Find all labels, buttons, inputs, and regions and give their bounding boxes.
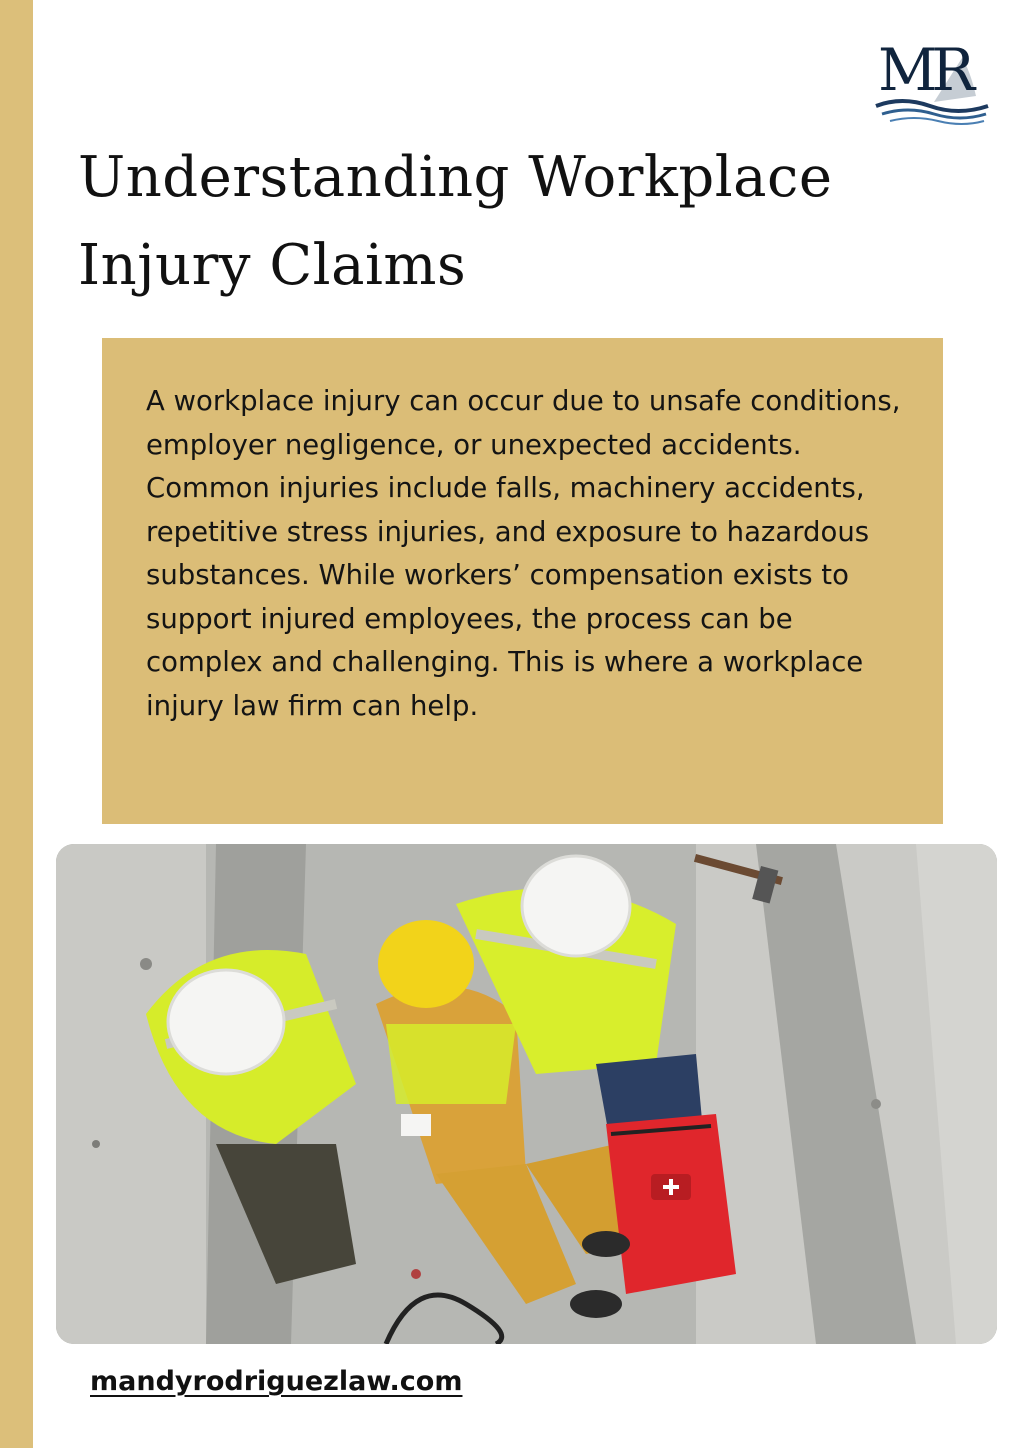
injured-worker-photo bbox=[56, 844, 997, 1344]
firm-logo bbox=[872, 30, 992, 126]
page-title: Understanding Workplace Injury Claims bbox=[78, 145, 833, 298]
accent-side-bar bbox=[0, 0, 33, 1448]
wave-logo-icon bbox=[872, 30, 992, 126]
info-paragraph: A workplace injury can occur due to unsafe conditions, employer negligence, or unexpected accidents. Common injuries include falls, machinery accidents, repetitive stress injuries, and exposure to hazardous substances. While workers’ compensation exists to support injured employees, the process can be complex and challenging. This is where a workplace injury law firm can help. bbox=[146, 385, 901, 722]
info-box bbox=[102, 338, 943, 824]
logo-letters: MR bbox=[878, 36, 970, 104]
website-link[interactable]: mandyrodriguezlaw.com bbox=[90, 1366, 463, 1397]
